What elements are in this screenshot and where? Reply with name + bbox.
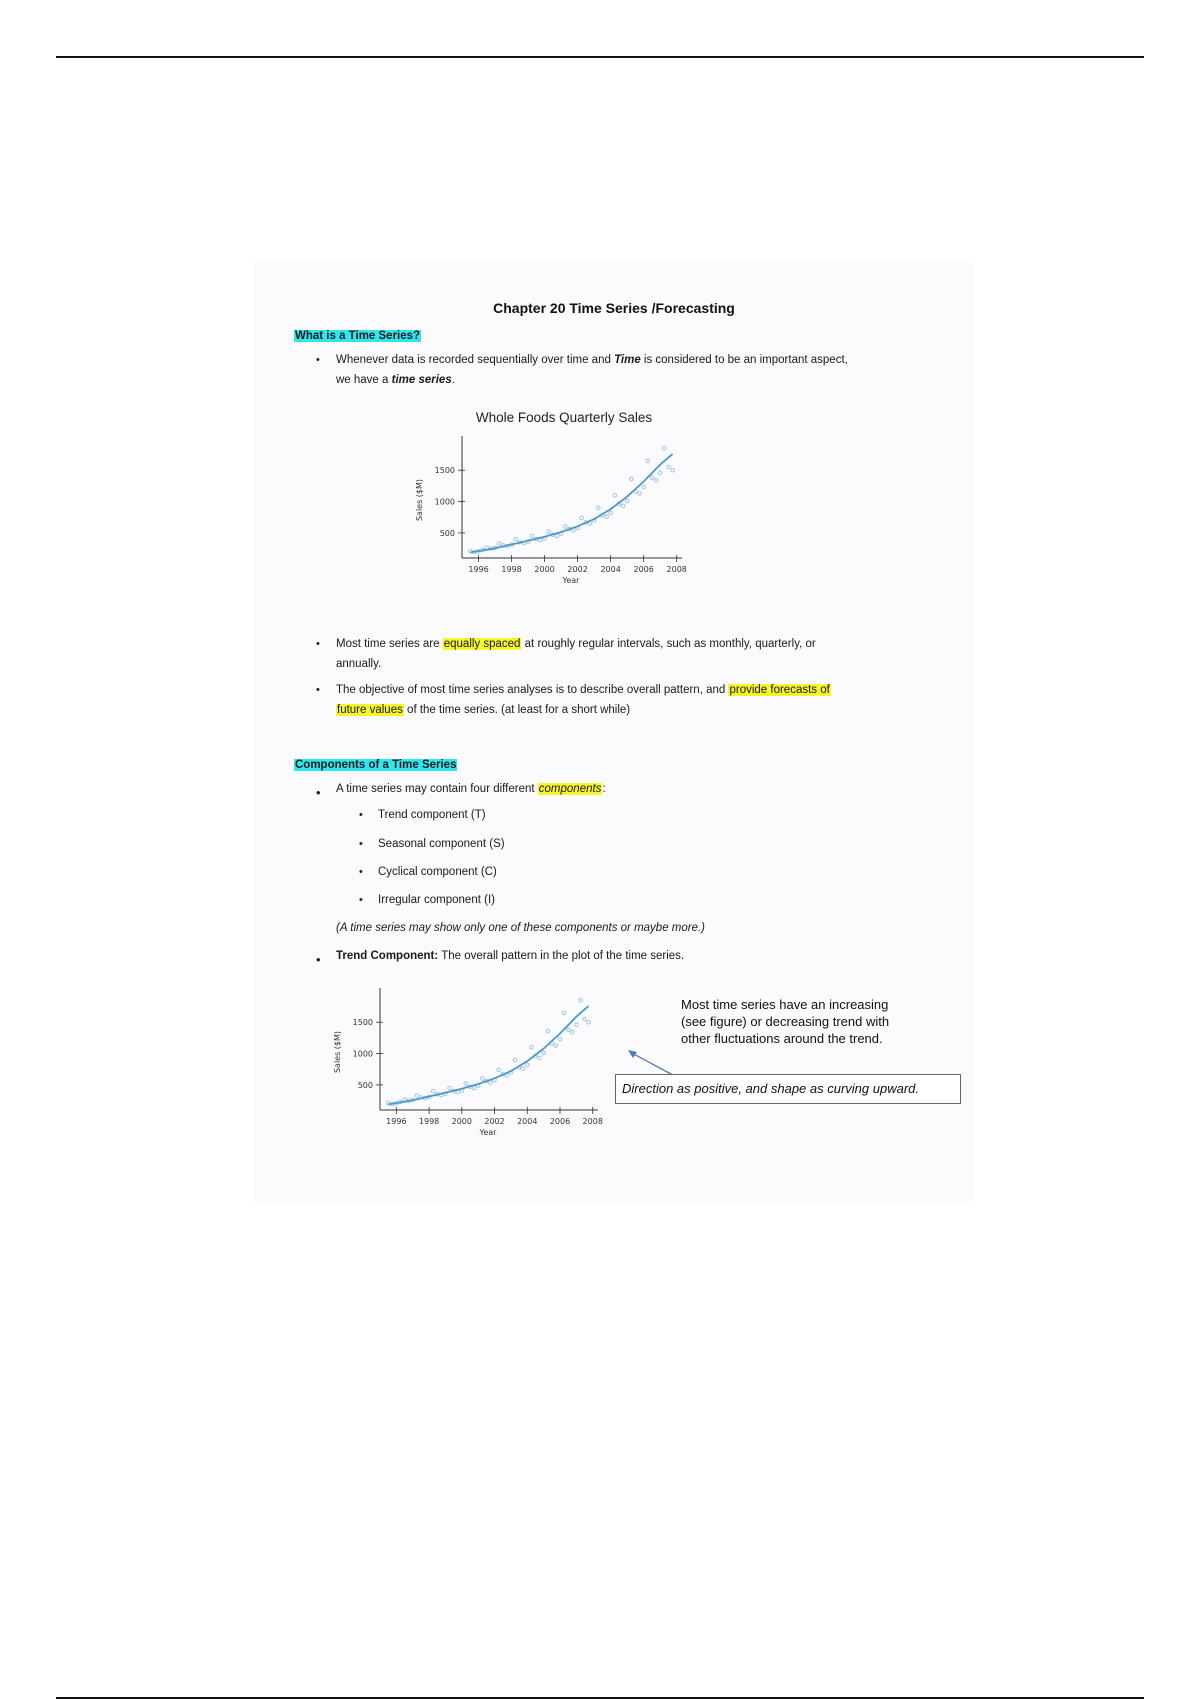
component-item: Cyclical component (C) bbox=[378, 866, 497, 878]
bullet-line bbox=[336, 634, 936, 654]
data-point bbox=[554, 1044, 558, 1048]
top-rule bbox=[56, 56, 1144, 58]
bullet-marker: • bbox=[316, 354, 320, 366]
y-tick-label: 500 bbox=[439, 528, 455, 538]
bottom-rule bbox=[56, 1697, 1144, 1699]
page-title: Chapter 20 Time Series /Forecasting bbox=[493, 300, 735, 316]
bullet-marker: • bbox=[316, 684, 320, 696]
data-point bbox=[625, 499, 629, 503]
data-point bbox=[575, 1023, 579, 1027]
text-run: The overall pattern in the plot of the time series. bbox=[438, 950, 685, 962]
data-point bbox=[530, 534, 534, 538]
text-run: we have a bbox=[336, 374, 392, 386]
annotation-line: other fluctuations around the trend. bbox=[681, 1031, 883, 1046]
annotation-line: Most time series have an increasing bbox=[681, 997, 889, 1012]
component-item: Seasonal component (S) bbox=[378, 838, 505, 850]
data-point bbox=[431, 1089, 435, 1093]
data-point bbox=[629, 477, 633, 481]
emphasis-time-series: time series bbox=[391, 374, 452, 386]
x-tick-label: 2006 bbox=[633, 565, 654, 574]
bullet-marker: • bbox=[316, 638, 320, 650]
annotation-text bbox=[681, 996, 971, 1047]
text-run: The objective of most time series analyses is to describe overall pattern, and bbox=[336, 684, 729, 696]
data-point bbox=[605, 515, 609, 519]
text-run: . bbox=[451, 374, 455, 386]
bullet-trend bbox=[336, 946, 936, 966]
bullet-line bbox=[336, 700, 956, 720]
data-point bbox=[570, 1030, 574, 1034]
component-item: Irregular component (I) bbox=[378, 894, 495, 906]
section-heading-text: Components of a Time Series bbox=[295, 759, 457, 771]
bullet-objective bbox=[336, 680, 956, 720]
data-point bbox=[646, 459, 650, 463]
y-axis-label: Sales ($M) bbox=[415, 478, 424, 522]
bullet-marker: • bbox=[359, 838, 363, 850]
annotation-box: Direction as positive, and shape as curving upward. bbox=[615, 1074, 961, 1104]
sales-chart-2 bbox=[330, 974, 610, 1144]
x-tick-label: 2000 bbox=[534, 565, 555, 574]
bullet-line bbox=[336, 350, 936, 370]
component-item: Trend component (T) bbox=[378, 809, 486, 821]
data-point bbox=[667, 465, 671, 469]
text-run: Most time series are bbox=[336, 638, 443, 650]
text-run: : bbox=[602, 783, 606, 795]
highlight-equally-spaced: equally spaced bbox=[443, 638, 521, 650]
data-point bbox=[642, 485, 646, 489]
text-run: A time series may contain four different bbox=[336, 783, 538, 795]
data-point bbox=[621, 504, 625, 508]
data-point bbox=[521, 1067, 525, 1071]
data-point bbox=[562, 1011, 566, 1015]
bullet-line bbox=[336, 680, 956, 700]
text-run: Whenever data is recorded sequentially over time and bbox=[336, 354, 615, 366]
y-tick-label: 1000 bbox=[352, 1049, 373, 1059]
data-point bbox=[563, 525, 567, 529]
data-point bbox=[579, 998, 583, 1002]
trend-label: Trend Component: bbox=[336, 950, 439, 962]
x-axis-label: Year bbox=[479, 1128, 497, 1137]
y-tick-label: 1000 bbox=[434, 497, 455, 507]
data-point bbox=[650, 476, 654, 480]
data-point bbox=[497, 1068, 501, 1072]
data-point bbox=[671, 468, 675, 472]
data-point bbox=[663, 446, 667, 450]
document-page bbox=[254, 262, 974, 1202]
highlight-future-values: future values bbox=[337, 704, 403, 716]
highlight-components: components bbox=[538, 783, 602, 795]
x-tick-label: 1996 bbox=[386, 1117, 407, 1126]
data-point bbox=[613, 493, 617, 497]
bullet-line: annually. bbox=[336, 658, 382, 670]
data-point bbox=[415, 1094, 419, 1098]
data-point bbox=[583, 1017, 587, 1021]
x-tick-label: 2002 bbox=[484, 1117, 505, 1126]
bullet-components bbox=[336, 779, 936, 799]
data-point bbox=[546, 1029, 550, 1033]
bullet-marker: • bbox=[359, 866, 363, 878]
data-point bbox=[538, 1056, 542, 1060]
x-tick-label: 2008 bbox=[666, 565, 687, 574]
data-point bbox=[472, 1086, 476, 1090]
x-tick-label: 1996 bbox=[468, 565, 489, 574]
data-point bbox=[638, 492, 642, 496]
data-point bbox=[609, 511, 613, 515]
bullet-equally-spaced bbox=[336, 634, 936, 674]
data-point bbox=[558, 1037, 562, 1041]
x-axis-label: Year bbox=[562, 576, 580, 585]
data-point bbox=[566, 1028, 570, 1032]
section-heading-text: What is a Time Series? bbox=[295, 330, 421, 342]
data-point bbox=[580, 516, 584, 520]
data-point bbox=[514, 537, 518, 541]
trend-line bbox=[470, 454, 672, 553]
data-point bbox=[513, 1058, 517, 1062]
y-tick-label: 500 bbox=[357, 1080, 373, 1090]
bullet-marker: • bbox=[359, 809, 363, 821]
data-point bbox=[497, 542, 501, 546]
data-point bbox=[547, 530, 551, 534]
section-heading-components bbox=[294, 759, 457, 771]
x-tick-label: 2000 bbox=[451, 1117, 472, 1126]
bullet-definition bbox=[336, 350, 936, 390]
x-tick-label: 1998 bbox=[418, 1117, 440, 1126]
x-tick-label: 2008 bbox=[582, 1117, 603, 1126]
data-point bbox=[480, 1077, 484, 1081]
data-point bbox=[572, 529, 576, 533]
data-point bbox=[596, 506, 600, 510]
data-point bbox=[587, 1020, 591, 1024]
section-heading-what-is bbox=[294, 330, 421, 342]
data-point bbox=[525, 1063, 529, 1067]
bullet-marker: • bbox=[316, 785, 321, 800]
y-tick-label: 1500 bbox=[352, 1018, 373, 1028]
annotation-line: (see figure) or decreasing trend with bbox=[681, 1014, 890, 1029]
data-point bbox=[654, 478, 658, 482]
x-tick-label: 2004 bbox=[517, 1117, 538, 1126]
chart-title: Whole Foods Quarterly Sales bbox=[475, 410, 653, 425]
data-point bbox=[464, 1082, 468, 1086]
text-run: is considered to be an important aspect, bbox=[640, 354, 848, 366]
trend-line bbox=[388, 1006, 588, 1105]
bullet-line bbox=[336, 370, 936, 390]
data-point bbox=[448, 1086, 452, 1090]
bullet-marker: • bbox=[316, 952, 321, 967]
bullet-marker: • bbox=[359, 894, 363, 906]
text-run: of the time series. (at least for a short while) bbox=[403, 704, 631, 716]
data-point bbox=[530, 1045, 534, 1049]
data-point bbox=[489, 1081, 493, 1085]
y-axis-label: Sales ($M) bbox=[333, 1030, 342, 1074]
data-point bbox=[555, 534, 559, 538]
data-point bbox=[542, 1051, 546, 1055]
highlight-provide-forecasts: provide forecasts of bbox=[729, 684, 830, 696]
y-tick-label: 1500 bbox=[434, 466, 455, 476]
data-point bbox=[658, 471, 662, 475]
components-note: (A time series may show only one of these components or maybe more.) bbox=[336, 922, 706, 934]
x-tick-label: 2006 bbox=[549, 1117, 571, 1126]
x-tick-label: 2004 bbox=[600, 565, 621, 574]
emphasis-time: Time bbox=[614, 354, 641, 366]
x-tick-label: 1998 bbox=[501, 565, 522, 574]
sales-chart-1 bbox=[414, 428, 694, 588]
text-run: at roughly regular intervals, such as monthly, quarterly, or bbox=[521, 638, 816, 650]
x-tick-label: 2002 bbox=[567, 565, 588, 574]
